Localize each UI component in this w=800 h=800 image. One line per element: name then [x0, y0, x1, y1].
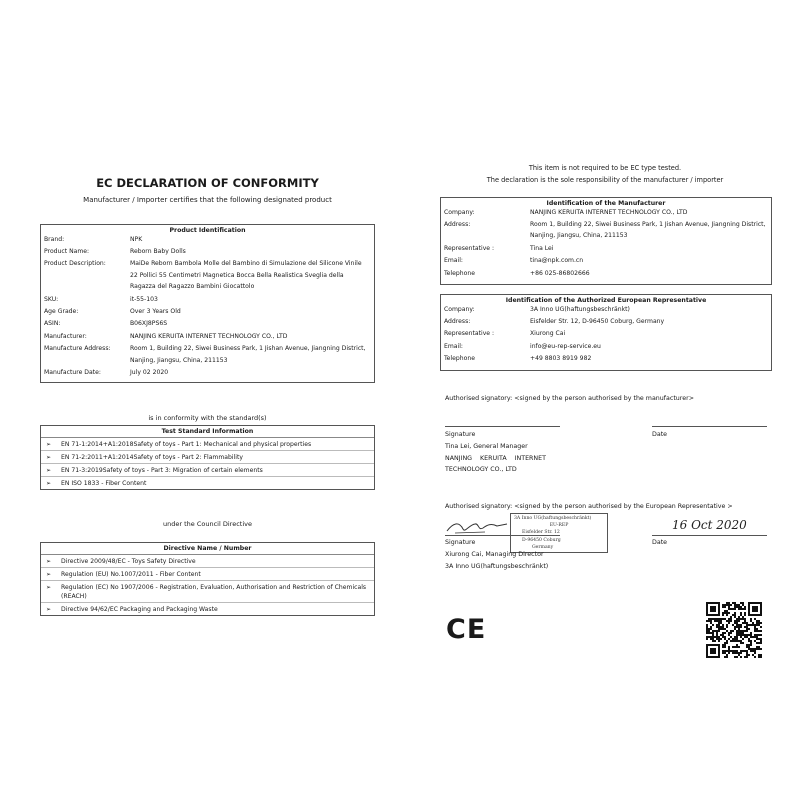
info-row [441, 206, 771, 218]
list-item [41, 602, 374, 615]
stamp-line: Germany [532, 544, 554, 550]
arrow-bullet-icon: ➢ [46, 605, 52, 613]
row-value: NANJING KERUITA INTERNET TECHNOLOGY CO., LTD [530, 208, 688, 216]
ce-mark: CE [446, 614, 487, 645]
ec-type-note: This item is not required to be EC type tested. [528, 164, 682, 172]
row-label: Age Grade: [44, 307, 79, 315]
arrow-bullet-icon: ➢ [46, 570, 52, 578]
list-item [41, 476, 374, 489]
product-table [41, 233, 374, 379]
row-value: 3A Inno UG(haftungsbeschränkt) [530, 305, 630, 313]
signatory1-signature-line [445, 426, 560, 427]
list-item [41, 463, 374, 476]
row-value: NPK [130, 235, 143, 243]
row-label: Brand: [44, 235, 65, 243]
manufacturer-heading: Identification of the Manufacturer [546, 200, 666, 207]
row-label: Email: [444, 257, 463, 265]
stamp-line: Eisfelder Str. 12 [522, 530, 560, 536]
list-item-text: EN 71-1:2014+A1:2018Safety of toys - Part 1: Mechanical and physical properties [61, 440, 312, 448]
info-row [441, 315, 771, 327]
list-item-text: Regulation (EU) No.1007/2011 - Fiber Content [61, 570, 201, 578]
row-label: Product Name: [44, 247, 90, 255]
stamp-line: D-96450 Coburg [522, 537, 561, 543]
page-title: EC DECLARATION OF CONFORMITY [96, 176, 319, 190]
row-value: +49 8803 8919 982 [530, 355, 592, 363]
signatory1-signature-label: Signature [445, 431, 476, 438]
row-value: Xiurong Cai [530, 330, 566, 338]
row-value: B06XJ8PS6S [130, 320, 168, 328]
qr-code [706, 602, 762, 658]
signatory2-intro: Authorised signatory: <signed by the person authorised by the European Representative > [445, 503, 733, 510]
info-row [441, 328, 771, 340]
signatory2-name: Xiurong Cai, Managing Director [445, 551, 544, 558]
list-item-text: Directive 94/62/EC Packaging and Packaging Waste [61, 605, 218, 613]
product-identification-heading: Product Identification [169, 227, 246, 234]
list-item-text: Regulation (EC) No 1907/2006 - Registration, Evaluation, Authorisation and Restriction of Chemicals (REACH) [61, 583, 367, 600]
arrow-bullet-icon: ➢ [46, 583, 52, 591]
row-value: MaiDe Reborn Bambola Molle del Bambino di Simulazione del Silicone Vinile 22 Pollici 55 Centimetri Magnetica Bocca Bella Realistica Sveglia della Ragazza del Ragazzo Bambini Giocattolo [130, 260, 362, 291]
page-subtitle: Manufacturer / Importer certifies that the following designated product [83, 196, 332, 204]
handwritten-signature [445, 515, 515, 537]
signatory1-intro: Authorised signatory: <signed by the person authorised by the manufacturer> [445, 395, 694, 402]
row-label: Representative : [444, 244, 495, 252]
info-row [41, 318, 374, 330]
info-row [41, 305, 374, 317]
row-label: Representative : [444, 330, 495, 338]
info-row [441, 242, 771, 254]
row-label: Manufacture Address: [44, 345, 111, 353]
list-item-text: EN 71-2:2011+A1:2014Safety of toys - Part 2: Flammability [61, 453, 243, 461]
row-label: Product Description: [44, 260, 106, 268]
list-item-text: EN ISO 1833 - Fiber Content [61, 479, 147, 487]
list-item [41, 567, 374, 580]
info-row [41, 293, 374, 305]
stamp-line: 3A Inno UG(haftungsbeschränkt) [514, 516, 592, 521]
stamp-line: EU-REP [549, 523, 569, 529]
signatory2-signature-line [445, 535, 560, 536]
row-value: Eisfelder Str. 12, D-96450 Coburg, Germany [530, 317, 665, 325]
arrow-bullet-icon: ➢ [46, 466, 52, 474]
row-label: Telephone [444, 269, 475, 277]
row-value: Room 1, Building 22, Siwei Business Park, 1 Jishan Avenue, Jiangning District, Nanjing, Jiangsu, China, 211153 [130, 345, 366, 364]
list-item [41, 555, 374, 567]
arrow-bullet-icon: ➢ [46, 479, 52, 487]
row-label: SKU: [44, 295, 59, 303]
info-row [441, 267, 771, 279]
list-item [41, 580, 374, 602]
row-value: tina@npk.com.cn [530, 257, 584, 265]
signatory1-company-line1: NANJING KERUITA INTERNET [445, 455, 546, 462]
arrow-bullet-icon: ➢ [46, 440, 52, 448]
info-row [41, 245, 374, 257]
signatory1-date-line [652, 426, 767, 427]
eu-rep-stamp [510, 513, 608, 553]
manufacturer-table [441, 206, 771, 279]
list-item [41, 438, 374, 450]
directive-box [40, 542, 375, 616]
row-value: info@eu-rep-service.eu [530, 342, 601, 350]
eu-rep-heading: Identification of the Authorized European Representative [505, 297, 707, 304]
arrow-bullet-icon: ➢ [46, 557, 52, 565]
responsibility-note: The declaration is the sole responsibility of the manufacturer / importer [486, 176, 724, 184]
signatory2-signature-label: Signature [445, 539, 476, 546]
list-item-text: Directive 2009/48/EC - Toys Safety Directive [61, 557, 196, 565]
signatory1-company-line2: TECHNOLOGY CO., LTD [445, 466, 517, 473]
info-row [441, 353, 771, 365]
council-note: under the Council Directive [163, 520, 252, 528]
row-label: Company: [444, 305, 475, 313]
info-row [41, 366, 374, 378]
row-value: Reborn Baby Dolls [130, 247, 186, 255]
info-row [441, 255, 771, 267]
eu-rep-box [440, 294, 772, 371]
info-row [41, 343, 374, 367]
row-value: July 02 2020 [130, 368, 169, 376]
info-row [41, 258, 374, 293]
conformity-note: is in conformity with the standard(s) [148, 414, 267, 422]
info-row [441, 303, 771, 315]
test-standard-heading: Test Standard Information [41, 426, 374, 438]
row-value: Tina Lei [530, 244, 554, 252]
manufacturer-box [440, 197, 772, 285]
list-item-text: EN 71-3:2019Safety of toys - Part 3: Migration of certain elements [61, 466, 263, 474]
signatory2-company: 3A Inno UG(haftungsbeschränkt) [445, 563, 549, 570]
handwritten-date: 16 Oct 2020 [672, 518, 747, 532]
row-label: Manufacturer: [44, 332, 87, 340]
directive-heading: Directive Name / Number [41, 543, 374, 555]
standards-list [41, 438, 374, 489]
info-row [41, 330, 374, 342]
row-value: NANJING KERUITA INTERNET TECHNOLOGY CO., LTD [130, 332, 288, 340]
row-value: +86 025-86802666 [530, 269, 590, 277]
row-label: Address: [444, 220, 471, 228]
row-label: Email: [444, 342, 463, 350]
list-item [41, 450, 374, 463]
product-identification-box [40, 224, 375, 383]
info-row [441, 218, 771, 242]
info-row [41, 233, 374, 245]
eu-rep-table [441, 303, 771, 365]
info-row [441, 340, 771, 352]
signatory2-date-line [652, 535, 767, 536]
directives-list [41, 555, 374, 615]
signatory2-date-label: Date [652, 539, 668, 546]
row-label: Manufacture Date: [44, 368, 101, 376]
row-label: Telephone [444, 355, 475, 363]
row-value: it-55-103 [130, 295, 158, 303]
row-value: Over 3 Years Old [130, 307, 181, 315]
signatory1-name: Tina Lei, General Manager [445, 443, 528, 450]
signatory1-date-label: Date [652, 431, 668, 438]
row-label: Company: [444, 208, 475, 216]
arrow-bullet-icon: ➢ [46, 453, 52, 461]
row-value: Room 1, Building 22, Siwei Business Park, 1 Jishan Avenue, Jiangning District, Nanjing, Jiangsu, China, 211153 [530, 220, 766, 240]
test-standard-box [40, 425, 375, 490]
row-label: ASIN: [44, 320, 61, 328]
row-label: Address: [444, 317, 471, 325]
